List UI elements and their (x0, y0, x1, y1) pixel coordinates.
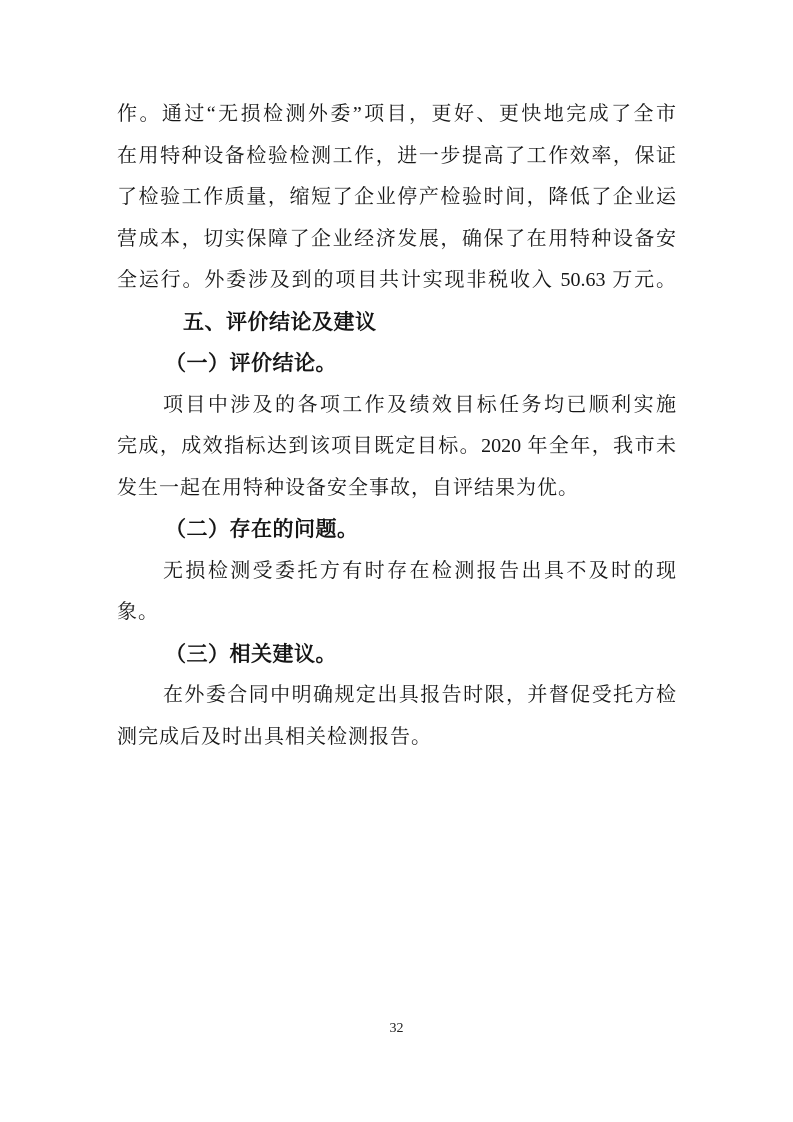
body-text-line: 无损检测受委托方有时存在检测报告出具不及时的现 (163, 559, 676, 582)
body-text-line: 在用特种设备检验检测工作，进一步提高了工作效率，保证 (117, 144, 676, 167)
body-text-line: 在外委合同中明确规定出具报告时限，并督促受托方检 (163, 684, 676, 706)
body-text-line: 全运行。外委涉及到的项目共计实现非税收入 50.63 万元。 (117, 269, 676, 291)
subsection-heading: （二）存在的问题。 (165, 517, 359, 541)
body-text-line: 象。 (117, 601, 159, 623)
body-text-line: 营成本，切实保障了企业经济发展，确保了在用特种设备安 (117, 227, 676, 250)
page-number: 32 (389, 1021, 404, 1036)
body-text-line: 作。通过“无损检测外委”项目，更好、更快地完成了全市 (117, 103, 676, 125)
subsection-heading: （三）相关建议。 (165, 641, 337, 666)
body-text-line: 了检验工作质量，缩短了企业停产检验时间，降低了企业运 (117, 186, 676, 208)
body-text-line: 测完成后及时出具相关检测报告。 (117, 725, 432, 748)
body-text-line: 发生一起在用特种设备安全事故，自评结果为优。 (117, 476, 579, 499)
body-text-line: 项目中涉及的各项工作及绩效目标任务均已顺利实施 (163, 393, 676, 416)
body-text-line: 完成，成效指标达到该项目既定目标。2020 年全年，我市未 (117, 435, 676, 457)
page-body (117, 94, 676, 758)
subsection-heading: （一）评价结论。 (165, 351, 337, 375)
section-heading: 五、评价结论及建议 (183, 309, 377, 334)
page-footer (0, 1021, 793, 1037)
